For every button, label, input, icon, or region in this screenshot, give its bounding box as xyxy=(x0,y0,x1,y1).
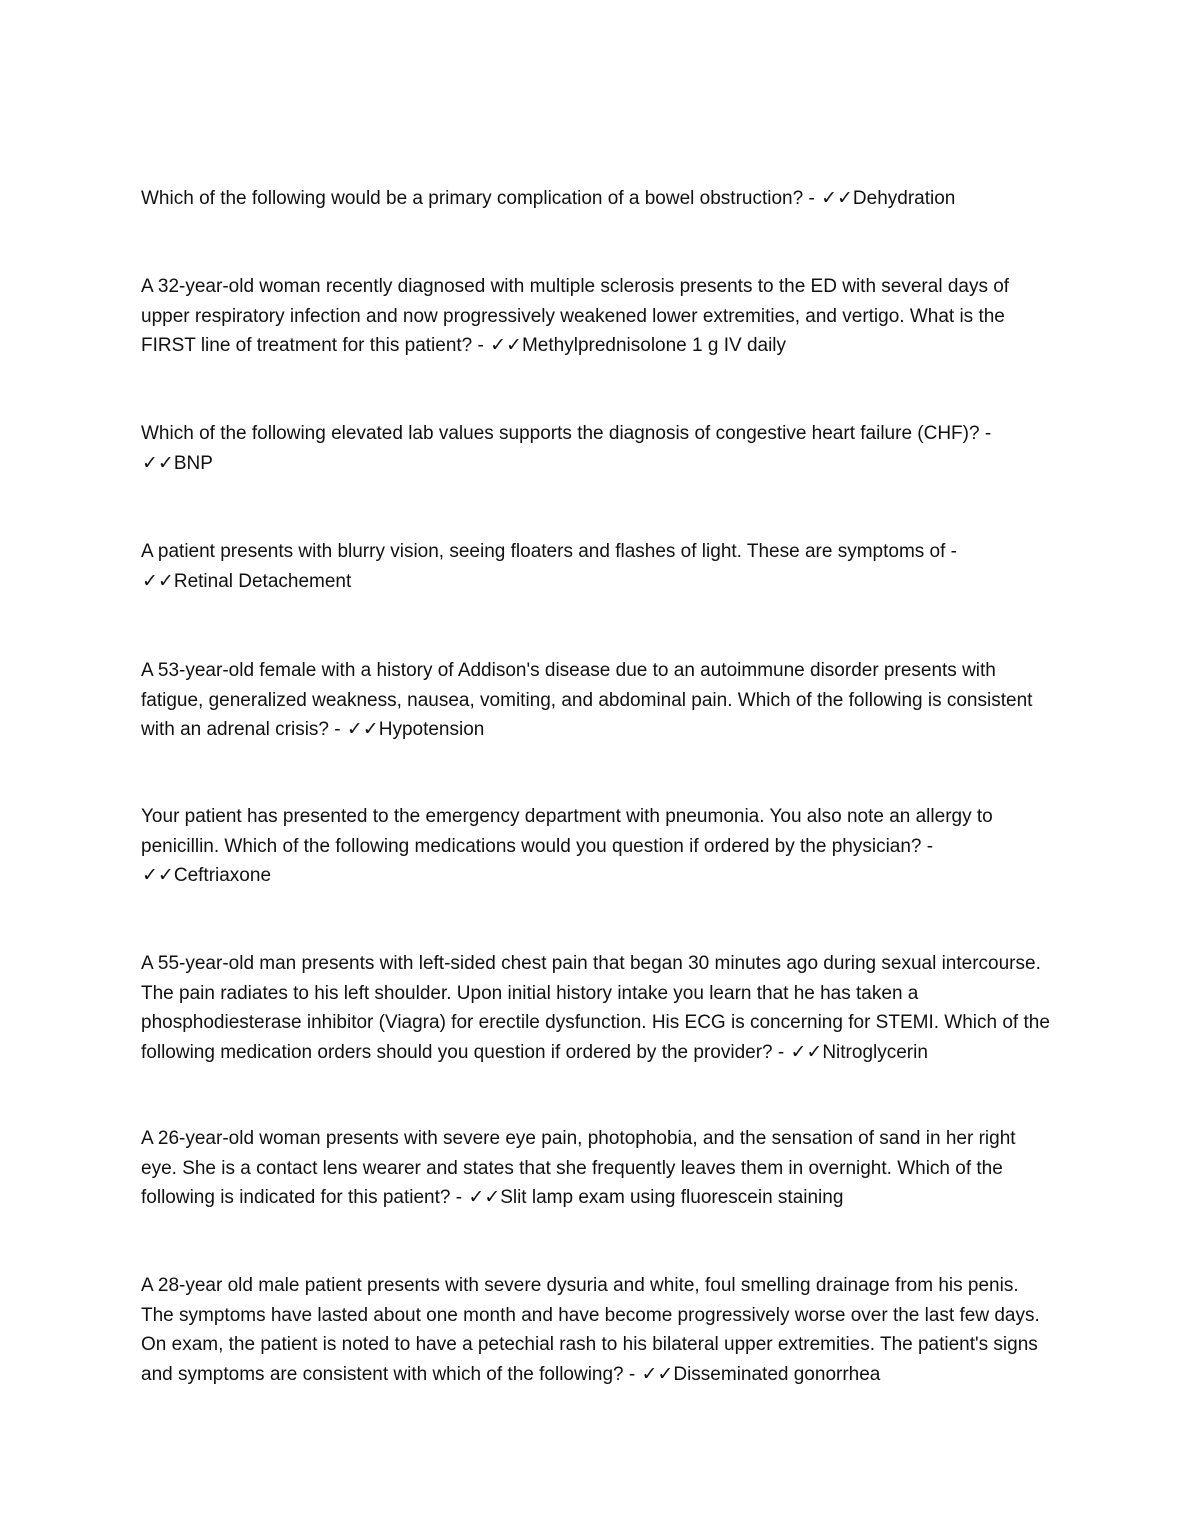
qa-item-7 xyxy=(141,949,1053,1067)
qa-item-6 xyxy=(141,802,1053,891)
answer-text: Nitroglycerin xyxy=(822,1041,928,1063)
qa-item-8 xyxy=(141,1124,1053,1213)
double-check-icon: ✓✓ xyxy=(790,1040,823,1063)
qa-item-1 xyxy=(141,184,1053,214)
question-text: Which of the following would be a primary complication of a bowel obstruction? - xyxy=(141,188,815,209)
qa-item-2 xyxy=(141,272,1053,361)
qa-item-3 xyxy=(141,419,1053,478)
double-check-icon: ✓✓ xyxy=(490,334,522,356)
question-text: A 28-year old male patient presents with severe dysuria and white, foul smelling drainage from his penis. The symptoms have lasted about one month and have become progressively worse over the last few days. On exam, the patient is noted to have a petechial rash to his bilateral upper extremities. The patient's signs and symptoms are consistent with which of the following? - xyxy=(141,1275,1040,1385)
double-check-icon: ✓✓ xyxy=(346,718,379,740)
double-check-icon: ✓✓ xyxy=(142,864,174,886)
answer-text: Methylprednisolone 1 g IV daily xyxy=(521,335,787,356)
double-check-icon: ✓✓ xyxy=(821,187,853,209)
question-text: Which of the following elevated lab values supports the diagnosis of congestive heart failure (CHF)? - xyxy=(141,423,992,444)
double-check-icon: ✓✓ xyxy=(142,569,174,592)
qa-item-4 xyxy=(141,537,1053,596)
answer-text: Slit lamp exam using fluorescein staining xyxy=(500,1187,844,1208)
answer-text: Retinal Detachement xyxy=(173,570,352,592)
answer-text: BNP xyxy=(173,452,213,474)
double-check-icon: ✓✓ xyxy=(641,1362,674,1385)
question-text: A 53-year-old female with a history of Addison's disease due to an autoimmune disorder presents with fatigue, generalized weakness, nausea, vomiting, and abdominal pain. Which of the following is consistent with an adrenal crisis? - xyxy=(141,660,1033,740)
double-check-icon: ✓✓ xyxy=(468,1186,501,1208)
qa-item-5 xyxy=(141,656,1053,745)
question-text: A 55-year-old man presents with left-sided chest pain that began 30 minutes ago during sexual intercourse. The pain radiates to his left shoulder. Upon initial history intake you learn that he has taken a phosphodiesterase inhibitor (Viagra) for erectile dysfunction. His ECG is concerning for STEMI. Which of the following medication orders should you question if ordered by the provider? - xyxy=(141,953,1050,1063)
answer-text: Ceftriaxone xyxy=(173,865,272,886)
question-text: A patient presents with blurry vision, seeing floaters and flashes of light. These are symptoms of - xyxy=(141,541,957,562)
question-text: A 26-year-old woman presents with severe eye pain, photophobia, and the sensation of sand in her right eye. She is a contact lens wearer and states that she frequently leaves them in overnight. Which of the following is indicated for this patient? - xyxy=(141,1128,1016,1208)
question-text: A 32-year-old woman recently diagnosed with multiple sclerosis presents to the ED with several days of upper respiratory infection and now progressively weakened lower extremities, and vertigo. What is the FIRST line of treatment for this patient? - xyxy=(141,276,1010,356)
question-text: Your patient has presented to the emergency department with pneumonia. You also note an allergy to penicillin. Which of the following medications would you question if ordered by the physician? - xyxy=(141,806,993,857)
double-check-icon: ✓✓ xyxy=(142,451,174,474)
qa-item-9 xyxy=(141,1271,1053,1389)
answer-text: Hypotension xyxy=(378,719,485,740)
answer-text: Dehydration xyxy=(852,188,956,209)
answer-text: Disseminated gonorrhea xyxy=(673,1363,881,1385)
